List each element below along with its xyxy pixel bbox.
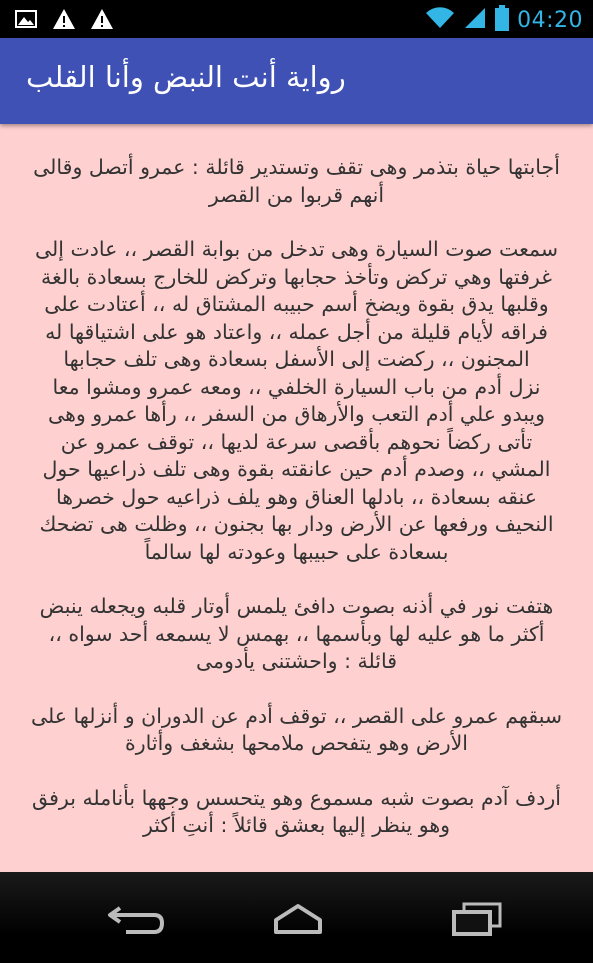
story-paragraph: سمعت صوت السيارة وهى تدخل من بوابة القصر ،، عادت إلى غرفتها وهي تركض وتأخذ حجابها وتركض للخارج بسعادة بالغة وقلبها يدق بقوة ويضخ أسم حبيبه المشتاق له ،، أعتادت على فراقه لأيام قليلة من أجل عمله ،، واعتاد هو على اشتياقها له المجنون ،، ركضت إلى الأسفل بسعادة وهى تلف حجابها	[34, 237, 559, 371]
warning-icon	[90, 7, 114, 31]
navigation-bar	[0, 872, 593, 963]
story-text	[30, 154, 563, 867]
recent-apps-icon	[436, 894, 516, 942]
story-paragraph: سبقهم عمرو على القصر ،، توقف أدم عن الدوران و أنزلها على الأرض وهو يتفحص ملامحها بشغف وأثارة	[30, 703, 563, 755]
wifi-icon	[425, 6, 455, 34]
home-icon	[258, 894, 338, 942]
clock-time: 04:20	[517, 7, 583, 33]
home-button[interactable]	[258, 894, 338, 942]
back-icon	[96, 894, 176, 942]
notification-icons	[14, 7, 114, 31]
image-notification-icon	[14, 7, 38, 31]
app-bar	[0, 38, 593, 124]
battery-icon	[495, 5, 509, 35]
story-paragraph: أجابتها حياة بتذمر وهى تقف وتستدير قائلة : عمرو أتصل وقالى أنهم قربوا من القصر	[33, 155, 560, 207]
status-bar	[0, 0, 593, 38]
system-icons	[425, 5, 583, 35]
story-paragraph: نزل أدم من باب السيارة الخلفي ،، ومعه عمرو ومشوا معا ويبدو علي أدم التعب والأرهاق من السفر ،، رأها عمرو وهى تأتى ركضاً نحوهم بأقصى سرعة لديها ،، توقف عمرو عن المشي ،، وصدم أدم حين عانقته بقوة وهى تلف ذراعيها حول عنقه بسعادة ،، بادلها العناق وهو يلف ذراعيه حول خصرها النحيف ورفعها عن الأرض ودار بها بجنون ،، وظلت هى تضحك بسعادة على حبيبها وعودته لها سالماً	[39, 374, 554, 564]
warning-icon	[52, 7, 76, 31]
story-paragraph: هتفت نور في أذنه بصوت دافئ يلمس أوتار قلبه ويجعله ينبض أكثر ما هو عليه لها وبأسمها ،، بهمس لا يسمعه أحد سواه ،، قائلة : واحشتنى يأدومى	[39, 594, 554, 673]
story-content[interactable]	[0, 124, 593, 872]
back-button[interactable]	[96, 894, 176, 942]
recent-apps-button[interactable]	[436, 894, 516, 942]
app-title: رواية أنت النبض وأنا القلب	[26, 60, 346, 94]
story-paragraph: أردف آدم بصوت شبه مسموع وهو يتحسس وجهها بأنامله برفق وهو ينظر إليها بعشق قائلاً : أنتِ أكثر	[32, 785, 561, 837]
signal-icon	[463, 6, 487, 34]
